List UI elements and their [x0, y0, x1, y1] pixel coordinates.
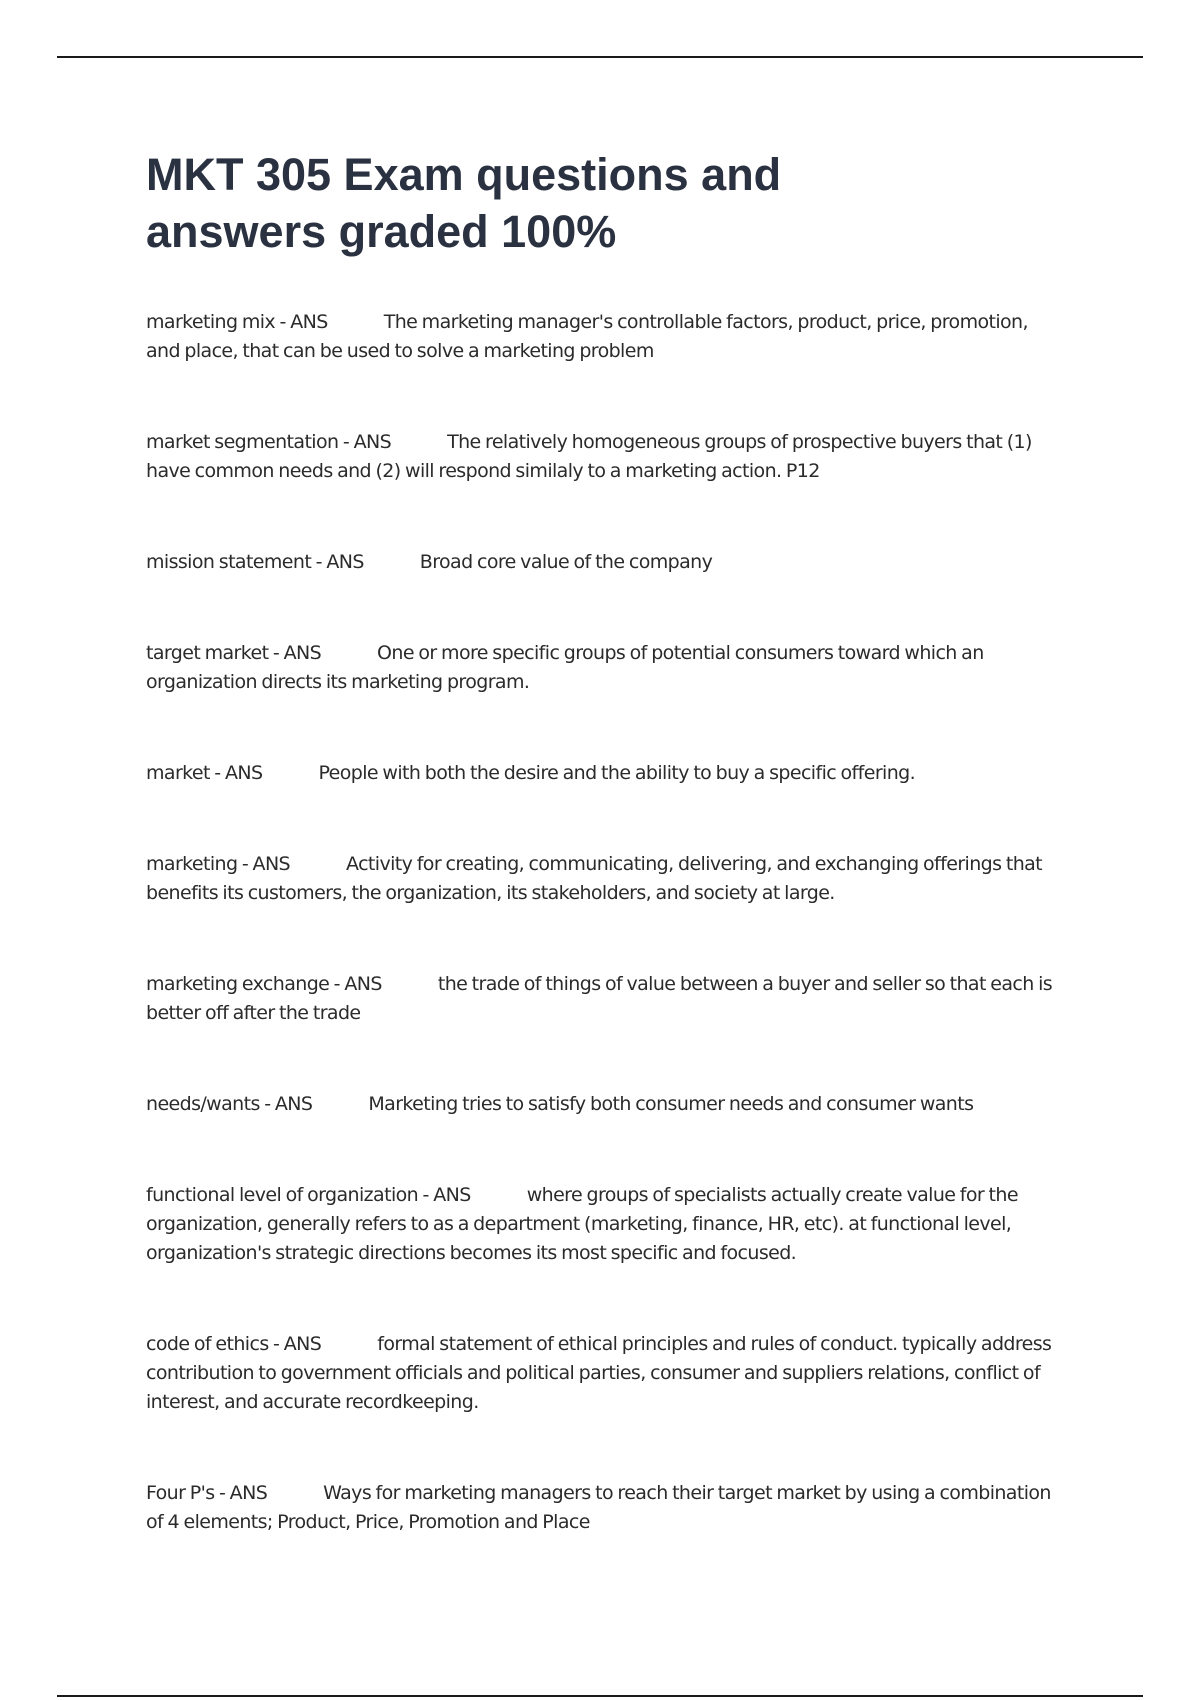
qa-term: market - ANS: [146, 762, 263, 784]
qa-item: [146, 850, 1056, 908]
qa-item: [146, 759, 1056, 788]
qa-item: [146, 1090, 1056, 1119]
qa-term: code of ethics - ANS: [146, 1333, 322, 1355]
qa-definition: The relatively homogeneous groups of prospective buyers that (1) have common needs and (2) will respond similaly to a marketing action. P12: [146, 431, 1032, 482]
qa-definition: Broad core value of the company: [419, 551, 713, 573]
qa-definition: One or more specific groups of potential consumers toward which an organization directs its marketing program.: [146, 642, 984, 693]
top-rule: [57, 56, 1143, 58]
qa-item: [146, 1330, 1056, 1417]
qa-term: needs/wants - ANS: [146, 1093, 313, 1115]
qa-definition: formal statement of ethical principles and rules of conduct. typically address contribution to government officials and political parties, consumer and suppliers relations, conflict of interest, and accurate recordkeeping.: [146, 1333, 1052, 1413]
qa-definition: People with both the desire and the ability to buy a specific offering.: [318, 762, 916, 784]
qa-term: target market - ANS: [146, 642, 322, 664]
qa-definition: Marketing tries to satisfy both consumer needs and consumer wants: [368, 1093, 974, 1115]
bottom-rule: [57, 1695, 1143, 1697]
qa-definition: where groups of specialists actually create value for the organization, generally refers to as a department (marketing, finance, HR, etc). at functional level, organization's strategic directions becomes its most specific and focused.: [146, 1184, 1018, 1264]
qa-term: marketing exchange - ANS: [146, 973, 382, 995]
document-title: MKT 305 Exam questions and answers graded 100%: [146, 149, 782, 257]
qa-term: Four P's - ANS: [146, 1482, 268, 1504]
qa-item: [146, 1181, 1056, 1268]
qa-item: [146, 1479, 1056, 1537]
qa-definition: the trade of things of value between a buyer and seller so that each is better off after the trade: [146, 973, 1053, 1024]
qa-term: functional level of organization - ANS: [146, 1184, 471, 1206]
qa-term: mission statement - ANS: [146, 551, 364, 573]
qa-definition: The marketing manager's controllable factors, product, price, promotion, and place, that can be used to solve a marketing problem: [146, 311, 1028, 362]
qa-term: market segmentation - ANS: [146, 431, 392, 453]
qa-item: [146, 428, 1056, 486]
qa-term: marketing mix - ANS: [146, 311, 328, 333]
qa-item: [146, 548, 1056, 577]
qa-term: marketing - ANS: [146, 853, 291, 875]
qa-definition: Activity for creating, communicating, delivering, and exchanging offerings that benefits its customers, the organization, its stakeholders, and society at large.: [146, 853, 1043, 904]
qa-item: [146, 970, 1056, 1028]
qa-item: [146, 639, 1056, 697]
qa-item: [146, 308, 1056, 366]
document-body: [146, 146, 1056, 1599]
qa-list: [146, 308, 1056, 1537]
qa-definition: Ways for marketing managers to reach their target market by using a combination of 4 elements; Product, Price, Promotion and Place: [146, 1482, 1051, 1533]
